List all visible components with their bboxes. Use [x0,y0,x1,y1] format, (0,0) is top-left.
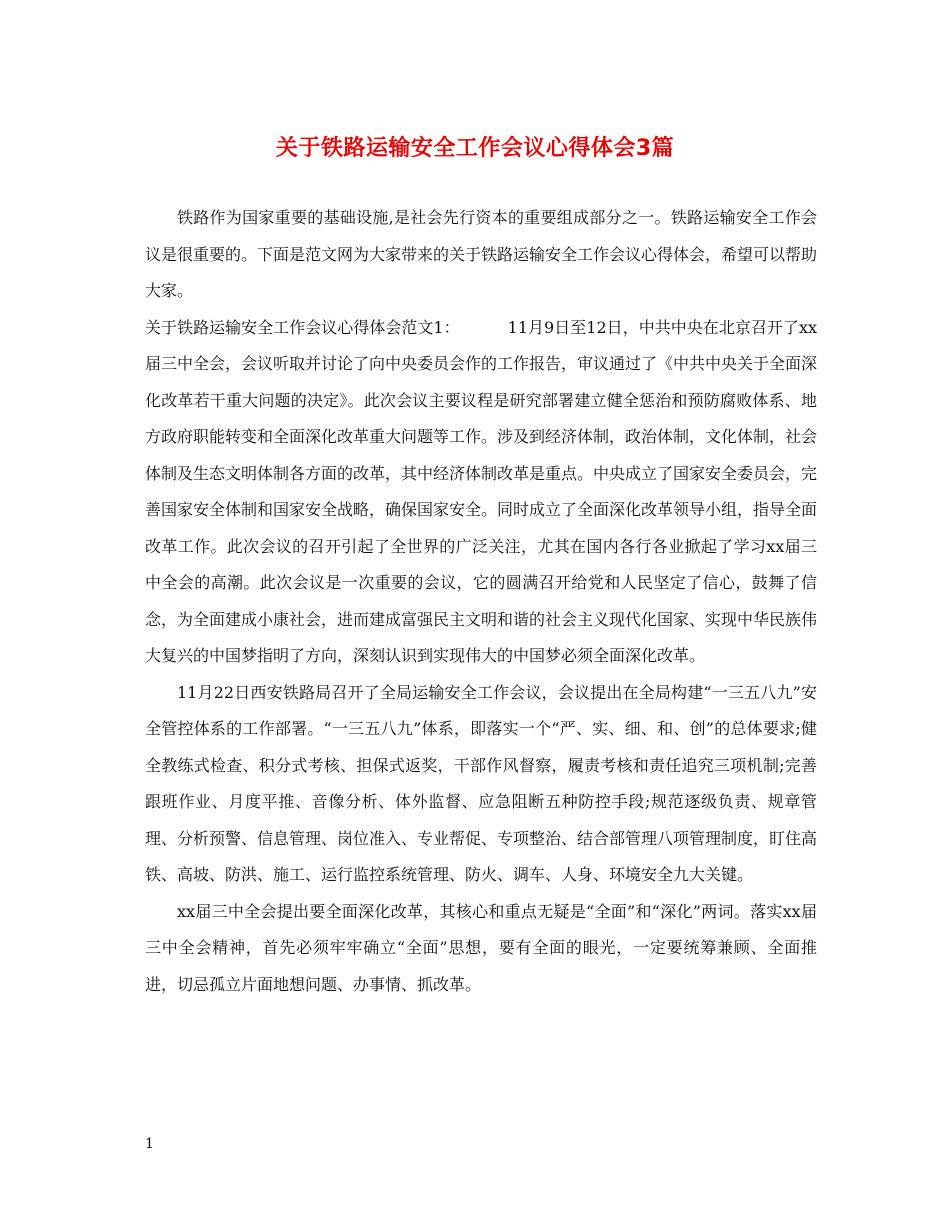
paragraph-2: 11月22日西安铁路局召开了全局运输安全工作会议，会议提出在全局构建“一三五八九”安全管控体系的工作部署。“一三五八九”体系，即落实一个“严、实、细、和、创”的总体要求;健全教练式检查、积分式考核、担保式返奖，干部作风督察，履责考核和责任追究三项机制;完善跟班作业、月度平推、音像分析、体外监督、应急阻断五种防控手段;规范逐级负责、规章管理、分析预警、信息管理、岗位准入、专业帮促、专项整治、结合部管理八项管理制度，盯住高铁、高坡、防洪、施工、运行监控系统管理、防火、调车、人身、环境安全九大关键。 [145,682,818,884]
document-body [145,200,817,1003]
document-title: 关于铁路运输安全工作会议心得体会3篇 [275,136,675,161]
paragraph-3: xx届三中全会提出要全面深化改革，其核心和重点无疑是“全面”和“深化”两词。落实xx届三中全会精神，首先必须牢牢确立“全面”思想，要有全面的眼光，一定要统筹兼顾、全面推进，切忌孤立片面地想问题、办事情、抓改革。 [145,901,817,994]
page-number: 1 [145,1136,154,1152]
sample-heading: 关于铁路运输安全工作会议心得体会范文1： [145,317,460,337]
paragraph-1-text: 11月9日至12日，中共中央在北京召开了xx届三中全会，会议听取并讨论了向中央委员会作的工作报告，审议通过了《中共中央关于全面深化改革若干重大问题的决定》。此次会议主要议程是研究部署建立健全惩治和预防腐败体系、地方政府职能转变和全面深化改革重大问题等工作。涉及到经济体制，政治体制，文化体制，社会体制及生态文明体制各方面的改革，其中经济体制改革是重点。中央成立了国家安全委员会，完善国家安全体制和国家安全战略，确保国家安全。同时成立了全面深化改革领导小组，指导全面改革工作。此次会议的召开引起了全世界的广泛关注，尤其在国内各行各业掀起了学习xx届三中全会的高潮。此次会议是一次重要的会议，它的圆满召开给党和人民坚定了信心，鼓舞了信念，为全面建成小康社会，进而建成富强民主文明和谐的社会主义现代化国家、实现中华民族伟大复兴的中国梦指明了方向，深刻认识到实现伟大的中国梦必须全面深化改革。 [145,317,818,665]
intro-paragraph: 铁路作为国家重要的基础设施,是社会先行资本的重要组成部分之一。铁路运输安全工作会议是很重要的。下面是范文网为大家带来的关于铁路运输安全工作会议心得体会，希望可以帮助大家。 [145,208,818,300]
sample-paragraph-1 [145,310,817,675]
